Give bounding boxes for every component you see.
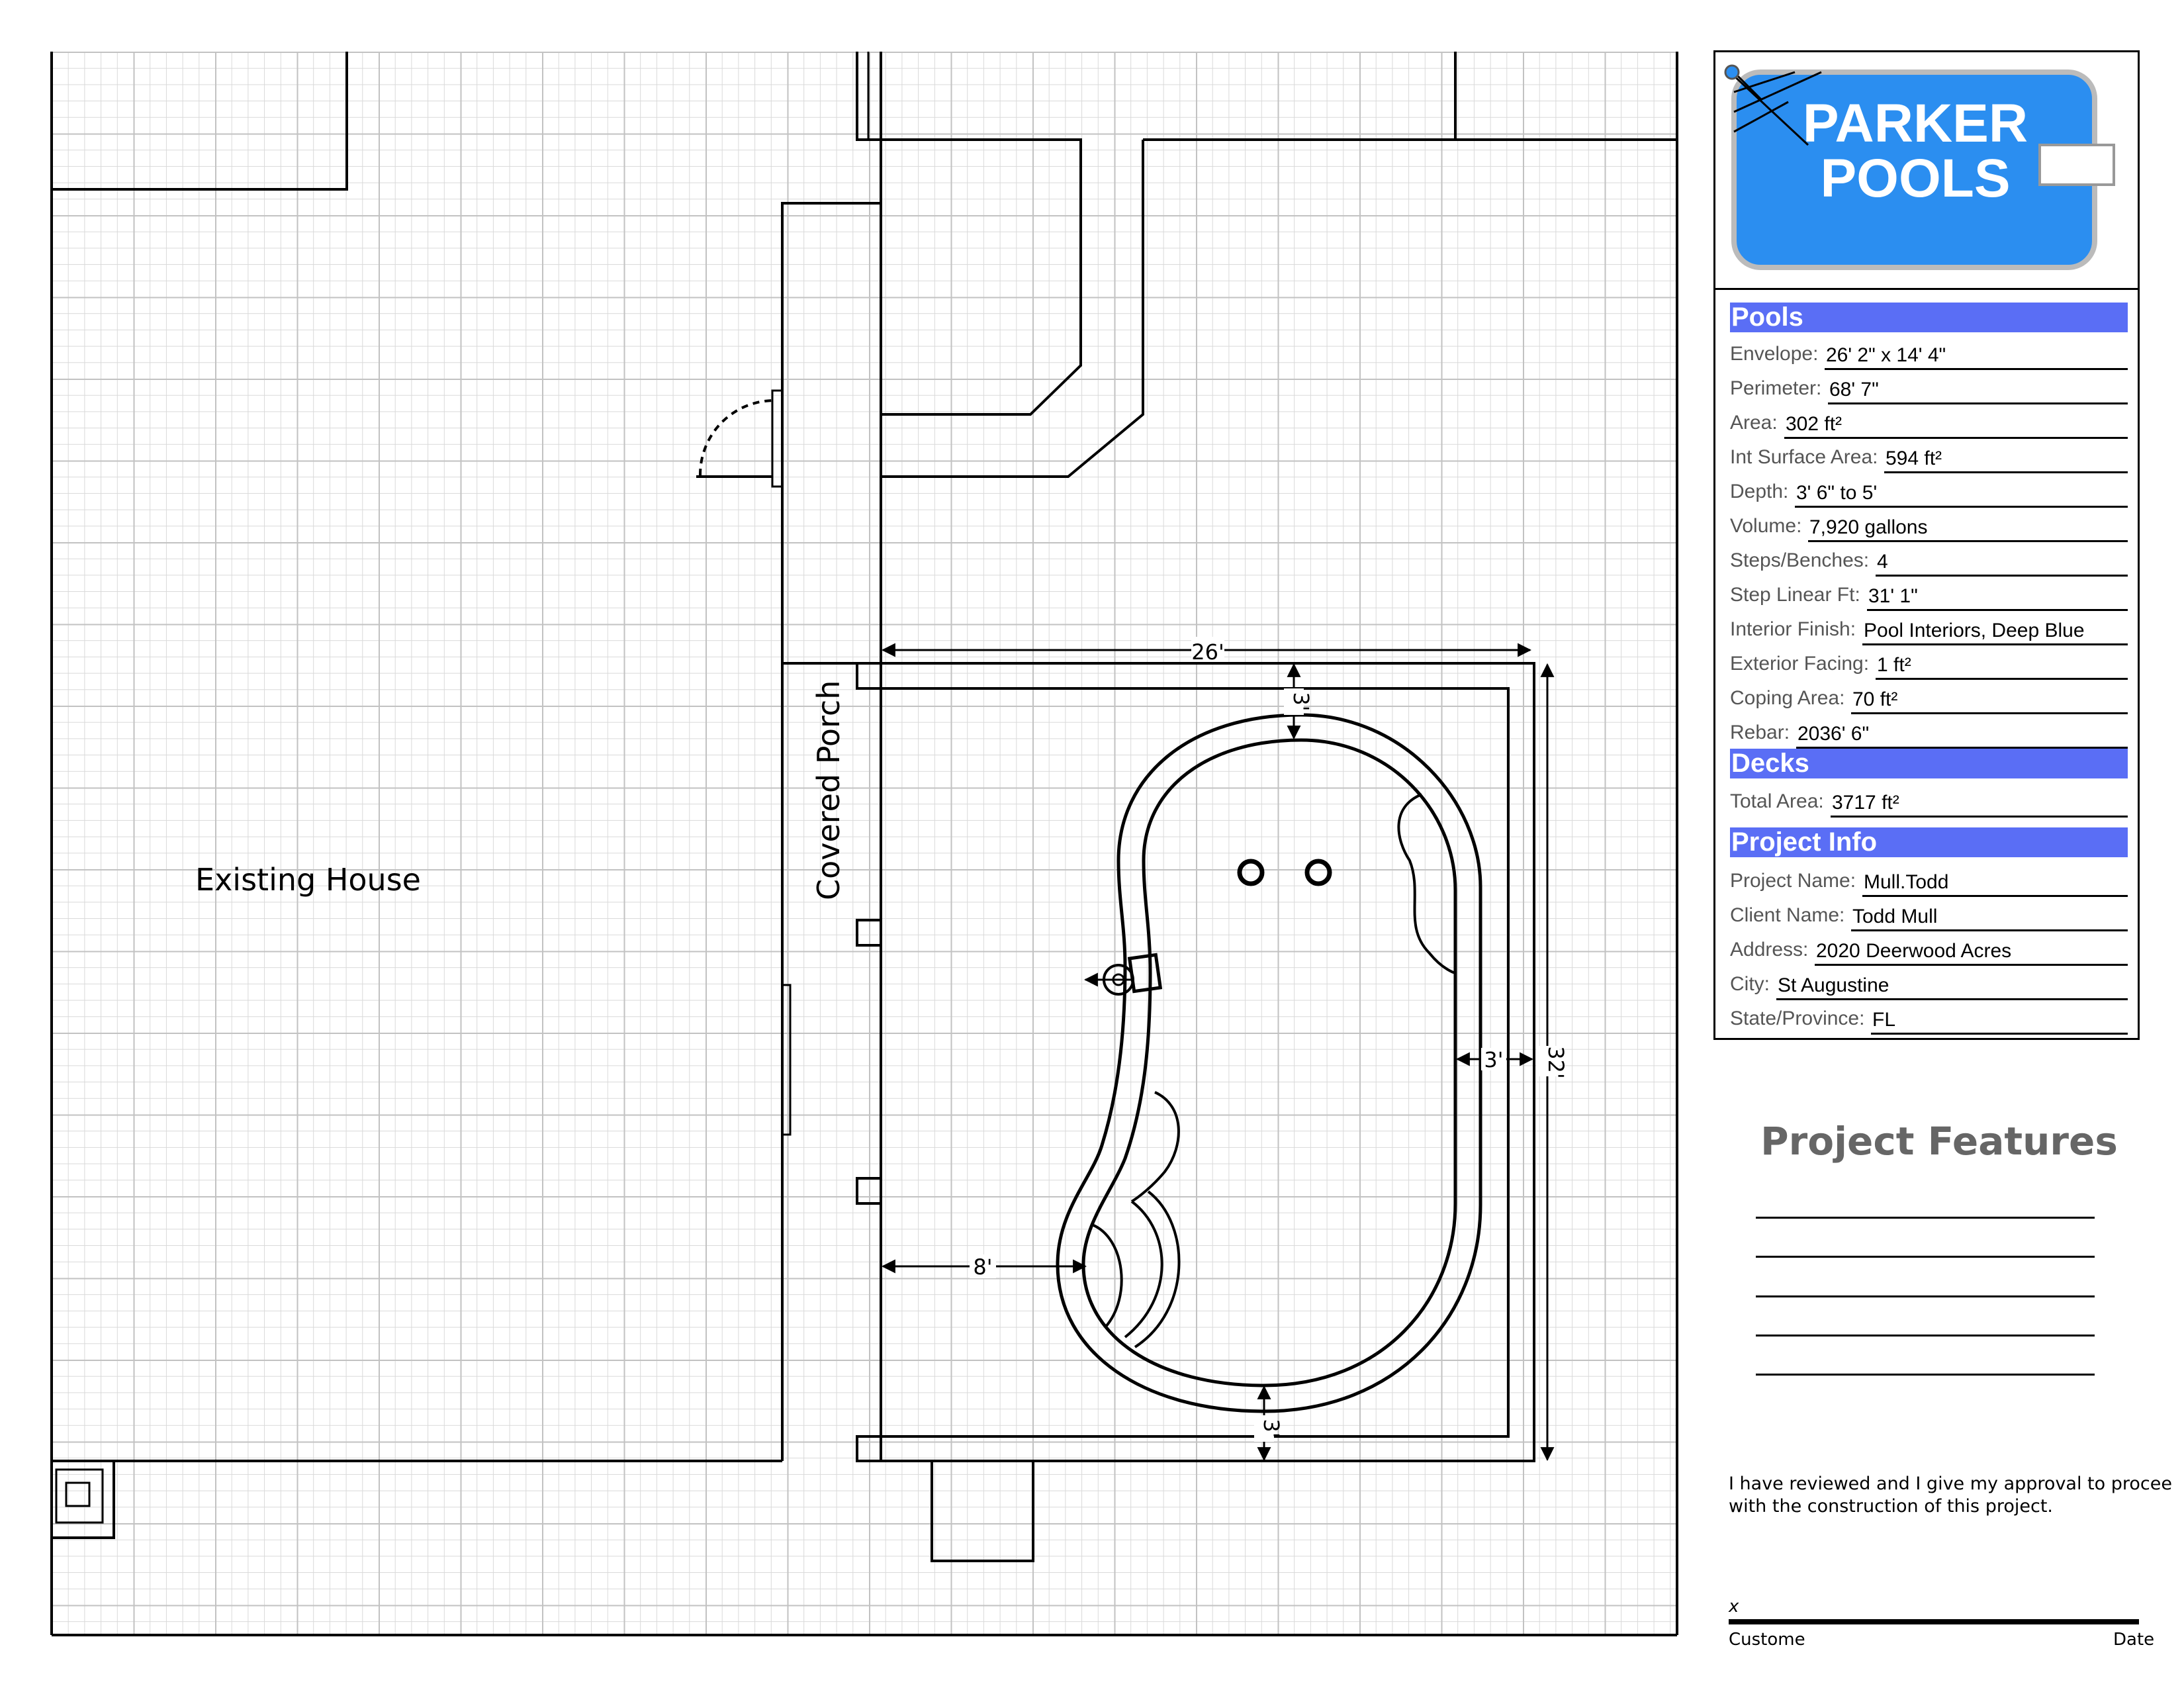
signature-line[interactable] bbox=[1729, 1619, 2139, 1624]
info-row-underline bbox=[1851, 712, 2128, 714]
logo-line-1: PARKER bbox=[1802, 93, 2028, 154]
info-row bbox=[1730, 476, 2128, 508]
info-row-label: Interior Finish: bbox=[1730, 618, 1856, 640]
info-row-label: Rebar: bbox=[1730, 722, 1790, 743]
info-row-label: Address: bbox=[1730, 939, 1809, 961]
dim-label-left-gap: 8' bbox=[973, 1254, 993, 1280]
info-row-underline bbox=[1795, 506, 2128, 508]
dim-label-bottom-gap: 3' bbox=[1259, 1419, 1284, 1438]
info-row-label: Int Surface Area: bbox=[1730, 446, 1878, 468]
info-row-value: 4 bbox=[1877, 551, 1888, 573]
info-row-underline bbox=[1815, 964, 2128, 966]
dim-label-top-width: 26' bbox=[1191, 639, 1224, 665]
info-row-value: Mull.Todd bbox=[1864, 871, 1949, 893]
feature-line bbox=[1756, 1335, 2095, 1336]
info-row-value: 302 ft² bbox=[1786, 413, 1843, 435]
info-row bbox=[1730, 407, 2128, 439]
info-row-label: Coping Area: bbox=[1730, 687, 1845, 709]
info-row bbox=[1730, 373, 2128, 404]
signature-customer-label: Custome bbox=[1729, 1630, 1805, 1650]
info-row-value: 26' 2" x 14' 4" bbox=[1826, 344, 1946, 366]
feature-line bbox=[1756, 1374, 2095, 1376]
info-row-label: Volume: bbox=[1730, 515, 1802, 537]
feature-line bbox=[1756, 1256, 2095, 1258]
info-row-value: Pool Interiors, Deep Blue bbox=[1864, 620, 2085, 641]
info-row bbox=[1730, 900, 2128, 931]
feature-line bbox=[1756, 1295, 2095, 1297]
signature-x: x bbox=[1729, 1597, 1739, 1617]
info-row-label: State/Province: bbox=[1730, 1008, 1865, 1029]
info-row-underline bbox=[1828, 402, 2128, 404]
info-row-value: 1 ft² bbox=[1877, 654, 1911, 676]
covered-porch-label: Covered Porch bbox=[811, 680, 846, 900]
info-row-underline bbox=[1876, 678, 2128, 680]
logo-area bbox=[1715, 52, 2138, 290]
decks-heading: Decks bbox=[1730, 749, 2128, 778]
info-row bbox=[1730, 786, 2128, 818]
pools-heading: Pools bbox=[1730, 303, 2128, 332]
existing-house-label: Existing House bbox=[195, 862, 421, 898]
info-row-underline bbox=[1862, 895, 2128, 897]
dim-label-right-height: 32' bbox=[1543, 1046, 1569, 1079]
project-info-heading: Project Info bbox=[1730, 827, 2128, 857]
info-row bbox=[1730, 510, 2128, 542]
info-row-value: 3' 6" to 5' bbox=[1796, 482, 1878, 504]
logo-line-2: POOLS bbox=[1820, 148, 2011, 209]
info-row-value: 7,920 gallons bbox=[1809, 516, 1928, 538]
info-row-value: 31' 1" bbox=[1868, 585, 1918, 607]
info-panel bbox=[1713, 50, 2140, 1040]
info-row-value: 68' 7" bbox=[1829, 379, 1879, 400]
info-row-value: 3717 ft² bbox=[1832, 792, 1899, 814]
info-row-label: Depth: bbox=[1730, 481, 1789, 502]
info-row-value: St Augustine bbox=[1778, 974, 1889, 996]
dim-label-right-gap: 3' bbox=[1484, 1047, 1504, 1072]
info-row bbox=[1730, 648, 2128, 680]
info-row-label: Exterior Facing: bbox=[1730, 653, 1870, 675]
info-row-label: City: bbox=[1730, 973, 1770, 995]
info-row bbox=[1730, 338, 2128, 370]
info-row-label: Steps/Benches: bbox=[1730, 549, 1870, 571]
info-row-underline bbox=[1851, 929, 2128, 931]
info-row-underline bbox=[1876, 575, 2128, 577]
approval-line-2: with the construction of this project. bbox=[1729, 1496, 2053, 1517]
info-row bbox=[1730, 1003, 2128, 1035]
info-row bbox=[1730, 682, 2128, 714]
dim-label-top-gap: 3' bbox=[1289, 692, 1314, 712]
info-row-underline bbox=[1825, 368, 2128, 370]
info-row-underline bbox=[1776, 998, 2128, 1000]
approval-line-1: I have reviewed and I give my approval to procee bbox=[1729, 1474, 2172, 1494]
grid-major bbox=[52, 52, 1677, 1635]
approval-text bbox=[1729, 1473, 2172, 1518]
info-row-label: Client Name: bbox=[1730, 904, 1845, 926]
info-row bbox=[1730, 614, 2128, 645]
parker-pools-logo bbox=[1715, 52, 2138, 288]
info-row-underline bbox=[1784, 437, 2128, 439]
info-row-label: Area: bbox=[1730, 412, 1778, 434]
info-row-value: Todd Mull bbox=[1852, 906, 1938, 927]
info-row-value: 2036' 6" bbox=[1797, 723, 1870, 745]
panel-sections bbox=[1715, 288, 2138, 1038]
info-row-label: Project Name: bbox=[1730, 870, 1856, 892]
info-row bbox=[1730, 934, 2128, 966]
project-features-title: Project Features bbox=[1760, 1119, 2118, 1164]
info-row bbox=[1730, 717, 2128, 749]
info-row-label: Perimeter: bbox=[1730, 377, 1822, 399]
feature-line bbox=[1756, 1217, 2095, 1219]
info-row bbox=[1730, 442, 2128, 473]
info-row-underline bbox=[1831, 816, 2128, 818]
info-row-underline bbox=[1867, 609, 2128, 611]
signature-date-label: Date bbox=[2113, 1630, 2155, 1650]
info-row-underline bbox=[1884, 471, 2128, 473]
info-row-value: 70 ft² bbox=[1852, 688, 1898, 710]
info-row bbox=[1730, 579, 2128, 611]
info-row bbox=[1730, 545, 2128, 577]
info-row-underline bbox=[1871, 1033, 2128, 1035]
info-row bbox=[1730, 865, 2128, 897]
info-row-underline bbox=[1862, 643, 2128, 645]
info-row-label: Step Linear Ft: bbox=[1730, 584, 1860, 606]
info-row-label: Envelope: bbox=[1730, 343, 1819, 365]
info-row bbox=[1730, 968, 2128, 1000]
info-row-value: 594 ft² bbox=[1886, 447, 1942, 469]
info-row-value: FL bbox=[1872, 1009, 1896, 1031]
info-row-underline bbox=[1808, 540, 2128, 542]
info-row-label: Total Area: bbox=[1730, 790, 1824, 812]
info-row-value: 2020 Deerwood Acres bbox=[1816, 940, 2012, 962]
